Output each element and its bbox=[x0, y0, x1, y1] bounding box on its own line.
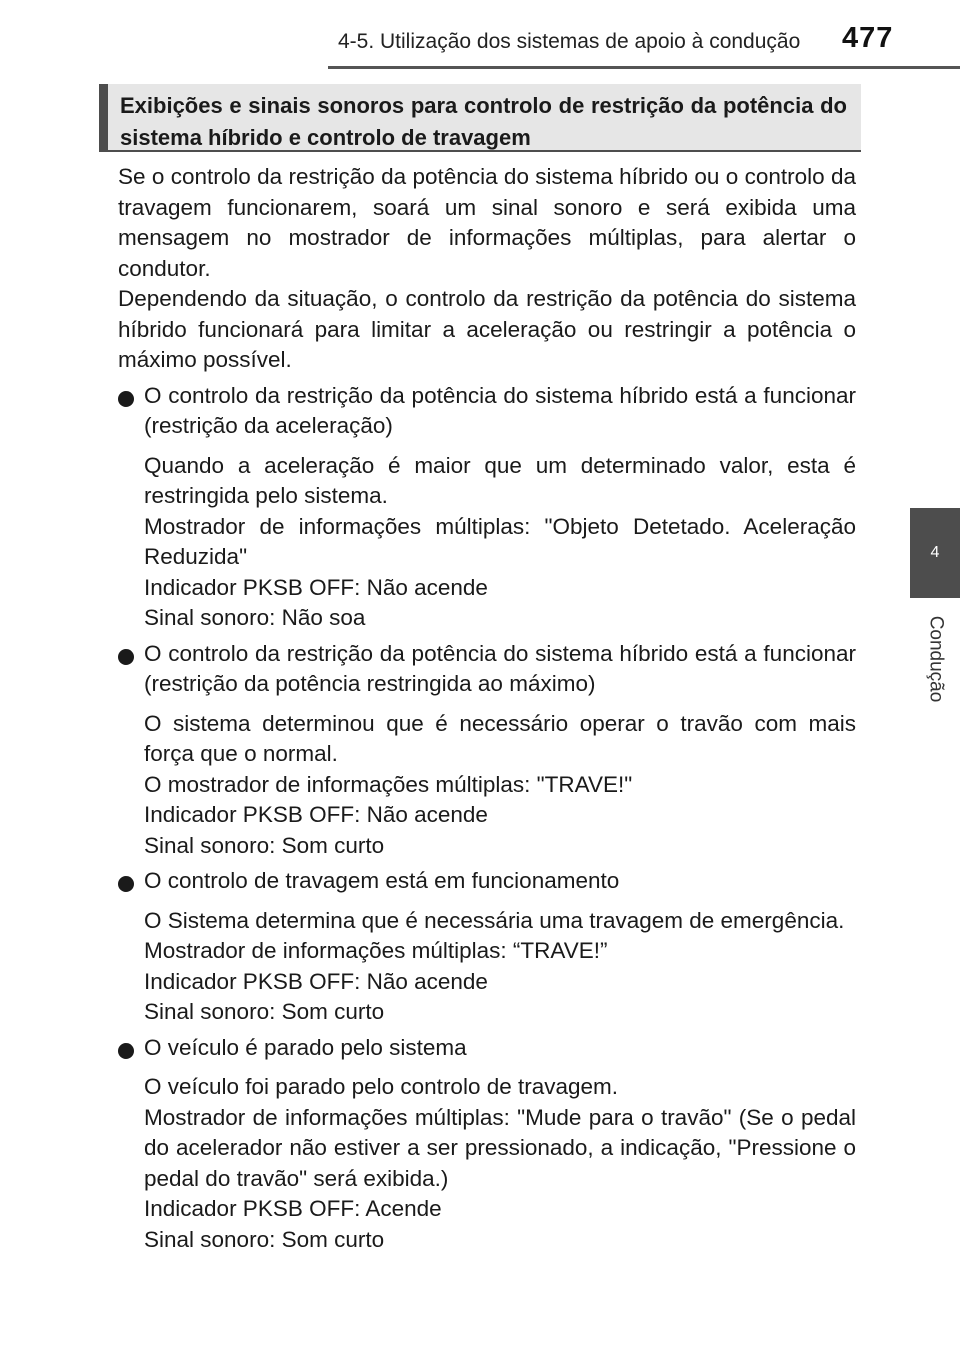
header-rule bbox=[328, 66, 960, 69]
chapter-number: 4 bbox=[930, 544, 940, 561]
chapter-tab bbox=[910, 508, 960, 598]
detail-line: Quando a aceleração é maior que um determinado valor, esta é restringida pelo sistema. bbox=[144, 452, 856, 508]
bullet-dot-icon bbox=[118, 876, 134, 892]
intro-paragraph: Se o controlo da restrição da potência do sistema híbrido ou o controlo da travagem funcionarem, soará um sinal sonoro e será exibida uma mensagem no mostrador de informações múltiplas, para alertar o condutor. bbox=[118, 164, 856, 281]
detail-line: Indicador PKSB OFF: Acende bbox=[144, 1196, 442, 1221]
bullet-dot-icon bbox=[118, 1043, 134, 1059]
bullet-detail bbox=[118, 451, 856, 634]
detail-line: O Sistema determina que é necessária uma travagem de emergência. bbox=[144, 907, 845, 933]
bullet-heading-text: O controlo da restrição da potência do sistema híbrido está a funcionar (restrição da potência restringida ao máximo) bbox=[144, 640, 856, 696]
intro-paragraph: Dependendo da situação, o controlo da restrição da potência do sistema híbrido funcionará para limitar a aceleração ou restringir a potência o máximo possível. bbox=[118, 286, 856, 372]
bullet-heading-text: O veículo é parado pelo sistema bbox=[144, 1034, 467, 1060]
detail-line: O mostrador de informações múltiplas: "TRAVE!" bbox=[144, 771, 633, 797]
detail-line: Indicador PKSB OFF: Não acende bbox=[144, 802, 488, 827]
detail-line: Sinal sonoro: Som curto bbox=[144, 999, 385, 1024]
detail-line: O veículo foi parado pelo controlo de travagem. bbox=[144, 1074, 619, 1099]
chapter-label bbox=[912, 604, 958, 714]
bullet-detail bbox=[118, 1072, 856, 1255]
bullet-heading bbox=[118, 381, 856, 442]
list-item bbox=[118, 1033, 856, 1256]
bullet-detail bbox=[118, 709, 856, 862]
list-item bbox=[118, 381, 856, 634]
detail-line: Indicador PKSB OFF: Não acende bbox=[144, 574, 488, 600]
bullet-heading bbox=[118, 866, 856, 897]
body-content bbox=[118, 162, 856, 1255]
detail-line: Indicador PKSB OFF: Não acende bbox=[144, 968, 488, 994]
detail-line: Mostrador de informações múltiplas: "Objeto Detetado. Aceleração Reduzida" bbox=[144, 513, 856, 569]
list-item bbox=[118, 639, 856, 862]
bullet-heading bbox=[118, 639, 856, 700]
detail-line: Mostrador de informações múltiplas: "Mude para o travão" (Se o pedal do acelerador não estiver a ser pressionado, a indicação, "Pressione o pedal do travão" será exibida.) bbox=[144, 1104, 856, 1191]
detail-line: Mostrador de informações múltiplas: “TRAVE!” bbox=[144, 938, 608, 963]
bullet-heading-text: O controlo da restrição da potência do sistema híbrido está a funcionar (restrição da aceleração) bbox=[144, 382, 856, 438]
bullet-heading-text: O controlo de travagem está em funcionamento bbox=[144, 868, 620, 893]
list-item bbox=[118, 866, 856, 1028]
bullet-heading bbox=[118, 1033, 856, 1064]
detail-line: Sinal sonoro: Não soa bbox=[144, 605, 366, 630]
detail-line: Sinal sonoro: Som curto bbox=[144, 832, 385, 858]
section-title: Exibições e sinais sonoros para controlo de restrição da potência do sistema híbrido e controlo de travagem bbox=[120, 93, 847, 150]
bullet-detail bbox=[118, 906, 856, 1028]
running-header: 4-5. Utilização dos sistemas de apoio à condução bbox=[338, 30, 801, 53]
detail-line: O sistema determinou que é necessário operar o travão com mais força que o normal. bbox=[144, 710, 856, 766]
bullet-dot-icon bbox=[118, 649, 134, 665]
detail-line: Sinal sonoro: Som curto bbox=[144, 1226, 385, 1252]
page-number: 477 bbox=[842, 22, 894, 54]
section-heading-box bbox=[99, 84, 861, 152]
bullet-dot-icon bbox=[118, 391, 134, 407]
chapter-label-text: Condução bbox=[925, 615, 946, 703]
